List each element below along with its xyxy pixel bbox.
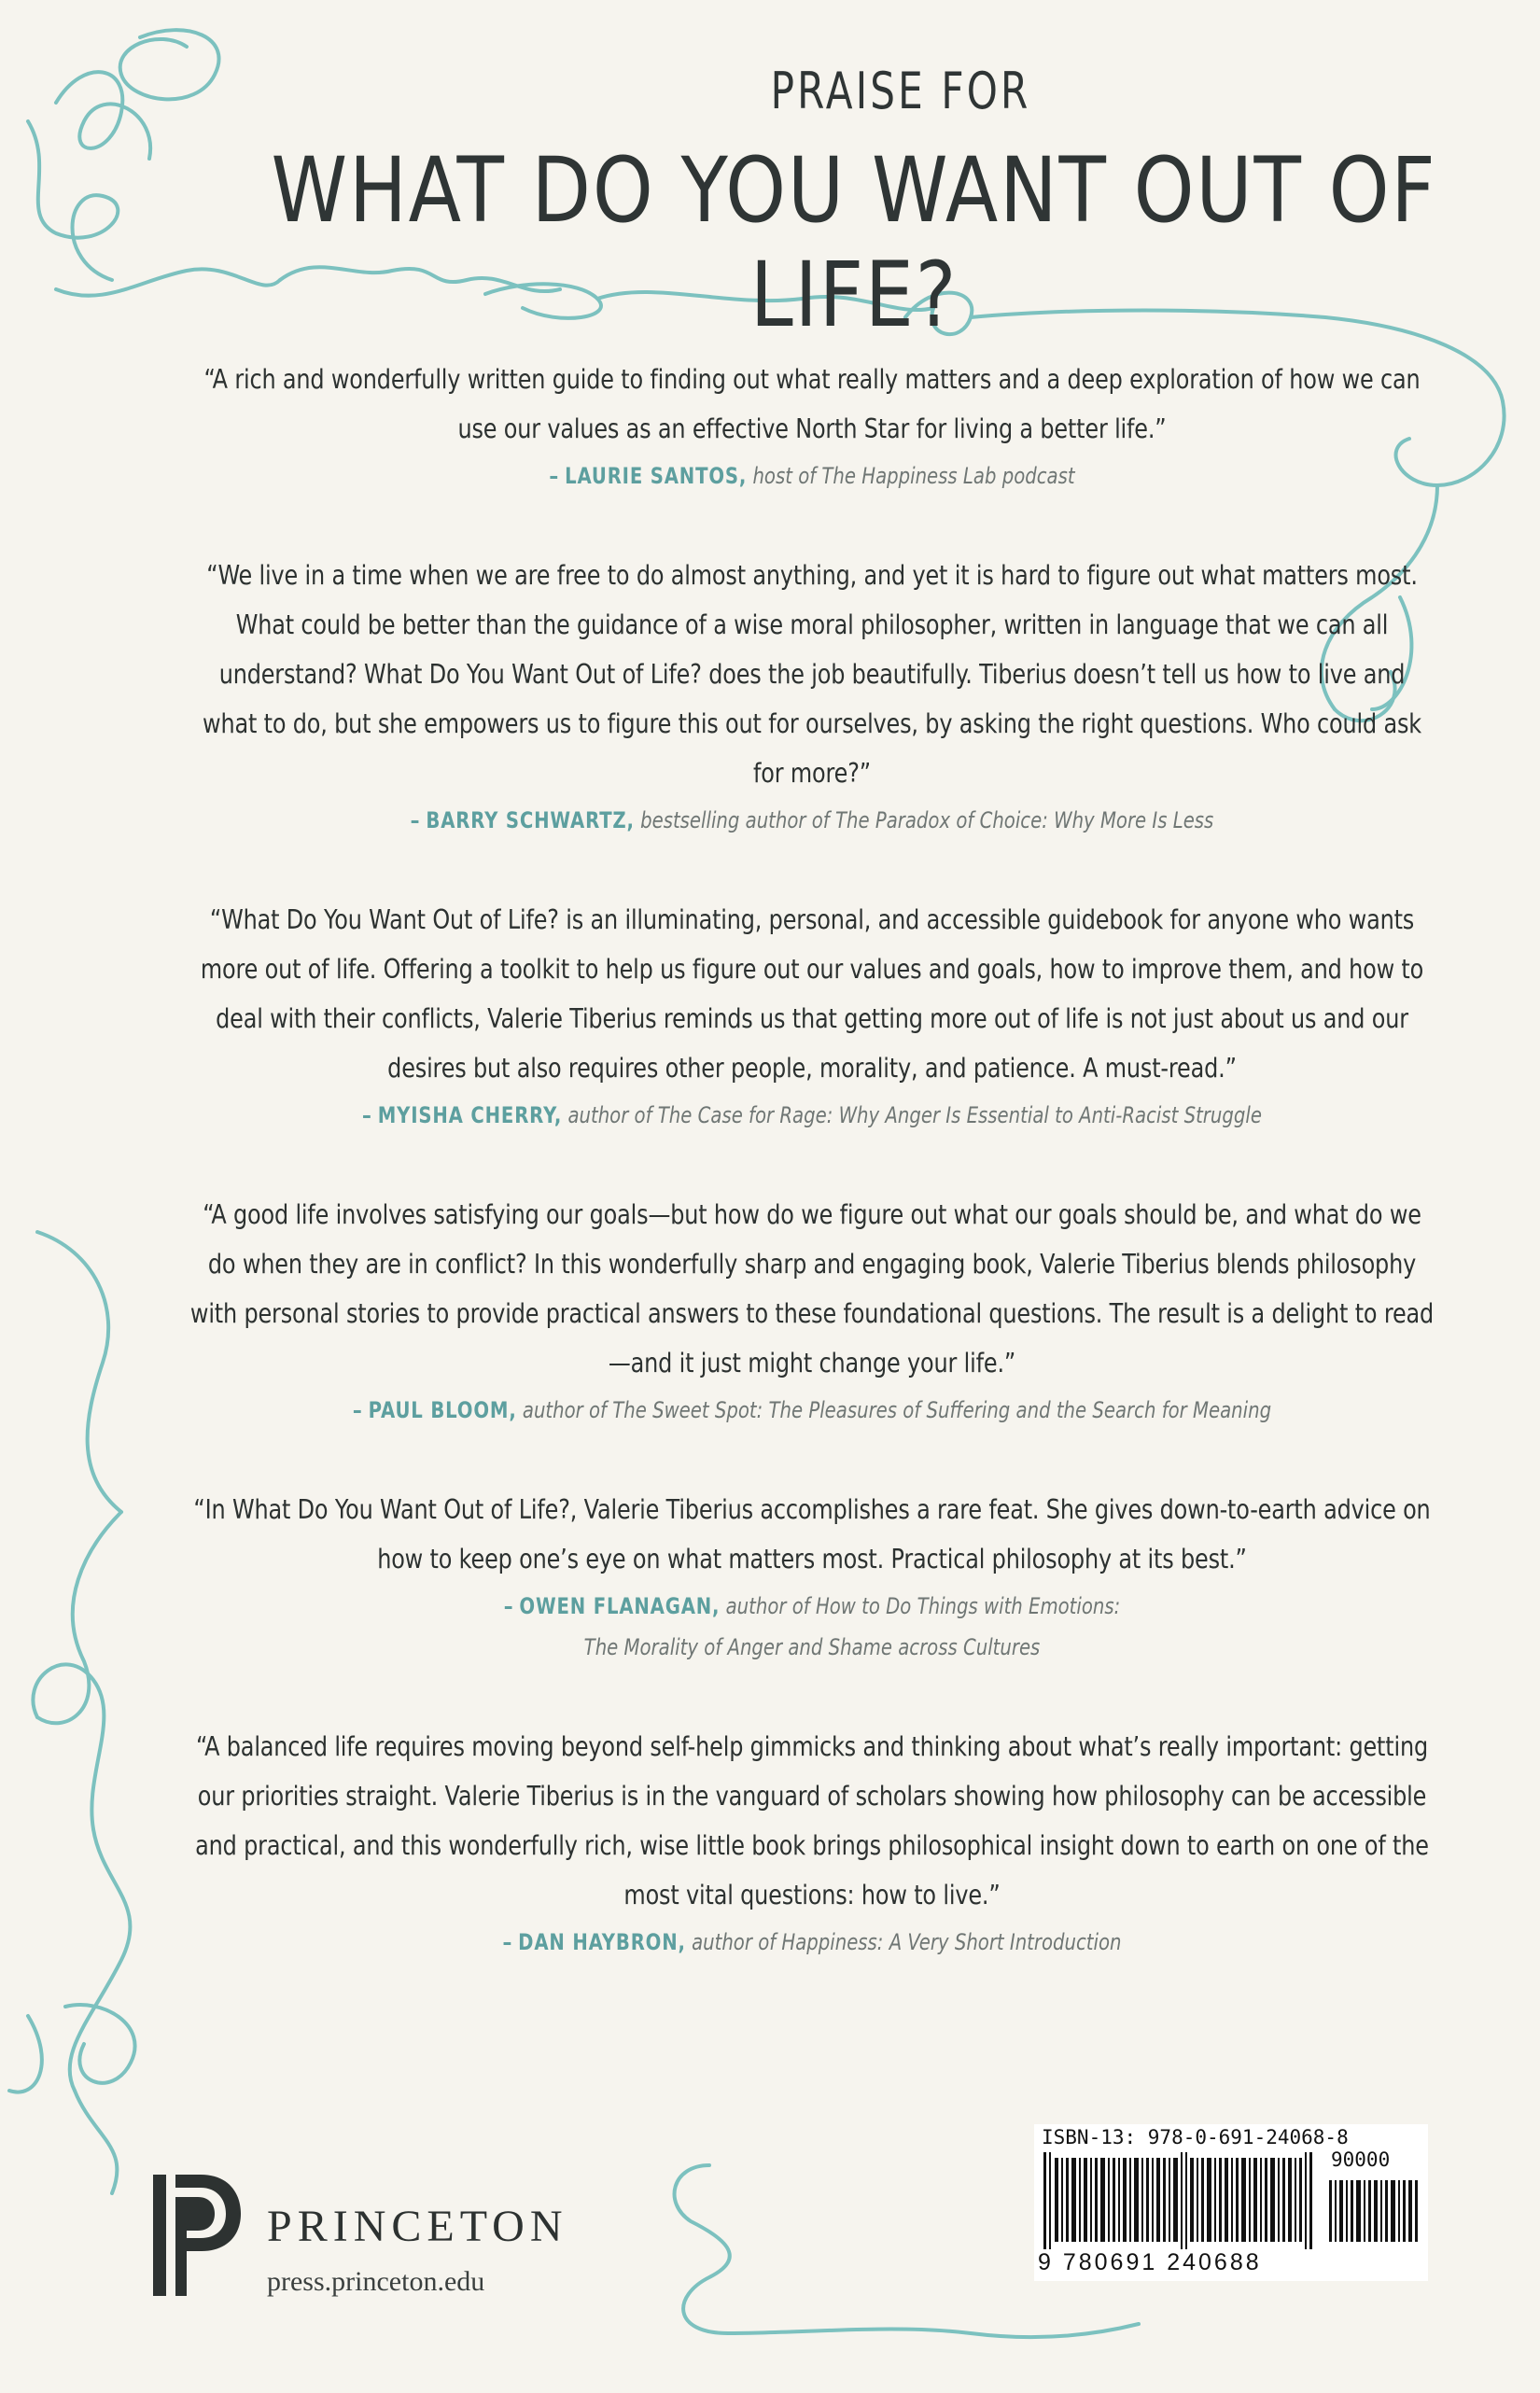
blurb-bloom [187, 1190, 1437, 1431]
barcode-digits: 9 780691 240688 [1038, 2249, 1262, 2275]
blurb-attribution: – DAN HAYBRON, author of Happiness: A Very Short Introduction [502, 1929, 1122, 1955]
princeton-logo-icon [149, 2175, 243, 2296]
blurb-author: OWEN FLANAGAN, [519, 1593, 721, 1619]
isbn-number: ISBN-13: 978-0-691-24068-8 [1042, 2126, 1349, 2148]
blurb-schwartz [187, 551, 1437, 841]
blurb-quote: “What Do You Want Out of Life? is an illuminating, personal, and accessible guidebook for anyone who wants more out of life. Offering a toolkit to help us figure out our values and goals, how to improve them, and how to deal with their conflicts, Valerie Tiberius reminds us that getting more out of life is not just about us and our desires but also requires other people, morality, and patience. A must-read.” [200, 904, 1424, 1084]
publisher-url: press.princeton.edu [267, 2266, 485, 2297]
blurb-author: DAN HAYBRON, [518, 1929, 686, 1955]
blurb-author-role: author of Happiness: A Very Short Introduction [692, 1929, 1122, 1955]
blurb-list [187, 355, 1437, 2017]
blurb-author: MYISHA CHERRY, [377, 1102, 563, 1128]
blurb-quote: “In What Do You Want Out of Life?, Valerie Tiberius accomplishes a rare feat. She gives down-to-earth advice on how to keep one’s eye on what matters most. Practical philosophy at its best.” [193, 1494, 1431, 1574]
blurb-quote: “We live in a time when we are free to do almost anything, and yet it is hard to figure out what matters most. What could be better than the guidance of a wise moral philosopher, written in language that we can all understand? What Do You Want Out of Life? does the job beautifully. Tiberius doesn’t tell us how to live and what to do, but she empowers us to figure this out for ourselves, by asking the right questions. Who could ask for more?” [203, 560, 1421, 789]
blurb-author: LAURIE SANTOS, [565, 463, 748, 489]
blurb-author: PAUL BLOOM, [368, 1397, 517, 1423]
blurb-author-role: author of How to Do Things with Emotions: [725, 1593, 1121, 1619]
price-code: 90000 [1331, 2148, 1391, 2171]
blurb-attribution: – PAUL BLOOM, author of The Sweet Spot: The Pleasures of Suffering and the Search for Meaning [352, 1397, 1272, 1423]
blurb-author: BARRY SCHWARTZ, [426, 807, 635, 833]
book-title: WHAT DO YOU WANT OUT OF LIFE? [271, 138, 1437, 347]
blurb-author-role: bestselling author of The Paradox of Choice: Why More Is Less [640, 807, 1214, 833]
blurb-haybron [187, 1722, 1437, 1963]
blurb-attribution: – MYISHA CHERRY, author of The Case for Rage: Why Anger Is Essential to Anti-Racist Struggle [362, 1102, 1262, 1128]
blurb-author-role-continued: The Morality of Anger and Shame across Cultures [583, 1634, 1041, 1660]
blurb-flanagan [187, 1485, 1437, 1668]
publisher-name: PRINCETON [267, 2202, 568, 2251]
blurb-quote: “A balanced life requires moving beyond self-help gimmicks and thinking about what’s really important: getting our priorities straight. Valerie Tiberius is in the vanguard of scholars showing how philosophy can be accessible and practical, and this wonderfully rich, wise little book brings philosophical insight down to earth on one of the most vital questions: how to live.” [195, 1731, 1429, 1910]
blurb-attribution: – OWEN FLANAGAN, author of How to Do Things with Emotions: The Morality of Anger and Shame across Cultures [300, 1586, 1325, 1668]
blurb-quote: “A good life involves satisfying our goals—but how do we figure out what our goals should be, and what do we do when they are in conflict? In this wonderfully sharp and engaging book, Valerie Tiberius blends philosophy with personal stories to provide practical answers to these foundational questions. The result is a delight to read—and it just might change your life.” [189, 1199, 1435, 1378]
praise-for-heading: PRAISE FOR [770, 62, 1031, 120]
blurb-cherry [187, 895, 1437, 1136]
blurb-attribution: – LAURIE SANTOS, host of The Happiness Lab podcast [549, 463, 1075, 489]
blurb-attribution: – BARRY SCHWARTZ, bestselling author of The Paradox of Choice: Why More Is Less [410, 807, 1214, 833]
blurb-quote: “A rich and wonderfully written guide to finding out what really matters and a deep exploration of how we can use our values as an effective North Star for living a better life.” [203, 364, 1421, 444]
isbn-barcode [1034, 2124, 1428, 2281]
blurb-author-role: author of The Sweet Spot: The Pleasures of Suffering and the Search for Meaning [522, 1397, 1272, 1423]
blurb-author-role: host of The Happiness Lab podcast [752, 463, 1075, 489]
blurb-author-role: author of The Case for Rage: Why Anger Is Essential to Anti-Racist Struggle [567, 1102, 1262, 1128]
blurb-santos [187, 355, 1437, 497]
